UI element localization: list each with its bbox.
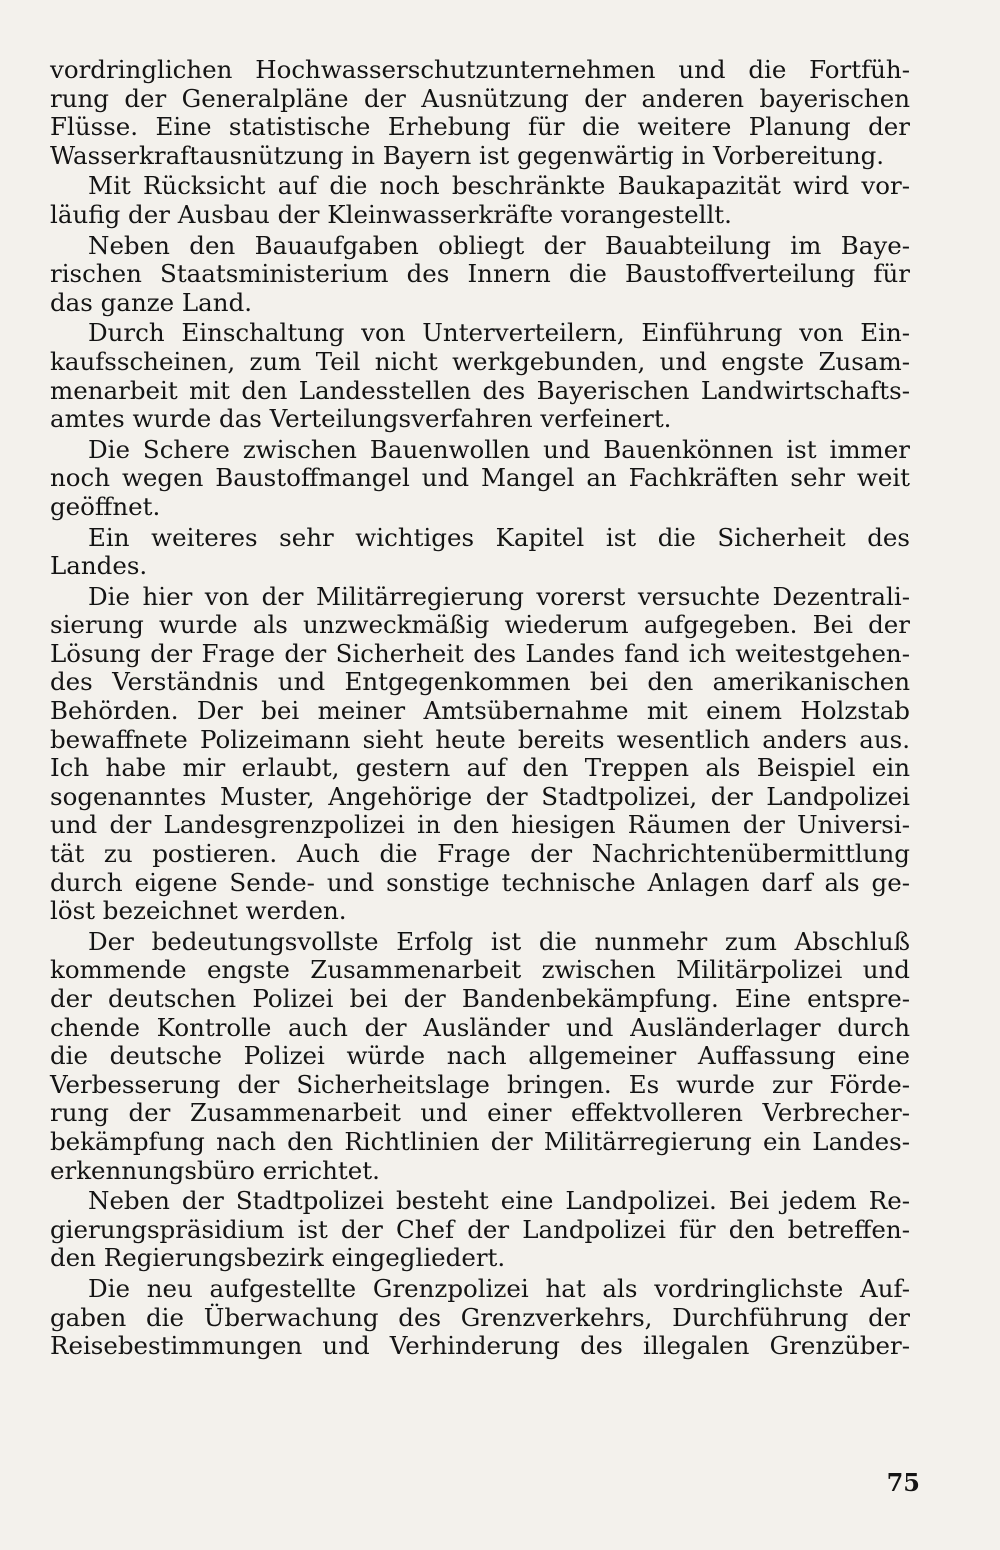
text-line: des Verständnis und Entgegenkommen bei den amerikanischen: [50, 667, 910, 697]
text-line: Reisebestimmungen und Verhinderung des illegalen Grenzüber-: [50, 1331, 910, 1361]
text-line: bewaffnete Polizeimann sieht heute bereits wesentlich anders aus.: [50, 724, 910, 754]
text-line: tät zu postieren. Auch die Frage der Nachrichtenübermittlung: [50, 839, 910, 869]
text-line: und der Landesgrenzpolizei in den hiesigen Räumen der Universi-: [50, 810, 910, 840]
paragraph: [50, 1187, 910, 1273]
text-line: Die Schere zwischen Bauenwollen und Bauenkönnen ist immer: [88, 434, 910, 464]
text-line: gierungspräsidium ist der Chef der Landpolizei für den betreffen-: [50, 1214, 910, 1244]
text-line: die deutsche Polizei würde nach allgemeiner Auffassung eine: [50, 1041, 910, 1071]
paragraph: [50, 1275, 910, 1361]
text-line: rung der Zusammenarbeit und einer effektvolleren Verbrecher-: [50, 1098, 910, 1128]
text-line: Behörden. Der bei meiner Amtsübernahme mit einem Holzstab: [50, 696, 910, 726]
text-line: amtes wurde das Verteilungsverfahren verfeinert.: [50, 404, 672, 434]
text-line: Verbesserung der Sicherheitslage bringen. Es wurde zur Förde-: [50, 1069, 910, 1099]
text-line: Mit Rücksicht auf die noch beschränkte Baukapazität wird vor-: [88, 171, 910, 201]
paragraph: [50, 928, 910, 1185]
text-line: gaben die Überwachung des Grenzverkehrs, Durchführung der: [50, 1302, 910, 1332]
paragraph: [50, 436, 910, 522]
text-line: geöffnet.: [50, 491, 161, 521]
text-line: Neben den Bauaufgaben obliegt der Bauabteilung im Baye-: [88, 230, 910, 260]
text-line: Neben der Stadtpolizei besteht eine Landpolizei. Bei jedem Re-: [88, 1186, 910, 1216]
paragraph: [50, 583, 910, 926]
text-line: durch eigene Sende- und sonstige technische Anlagen darf als ge-: [50, 867, 910, 897]
text-line: chende Kontrolle auch der Ausländer und Ausländerlager durch: [50, 1012, 910, 1042]
paragraph: [50, 319, 910, 433]
text-line: läufig der Ausbau der Kleinwasserkräfte vorangestellt.: [50, 199, 732, 229]
text-line: Lösung der Frage der Sicherheit des Landes fand ich weitestgehen-: [50, 638, 910, 668]
paragraph: [50, 524, 910, 581]
text-line: vordringlichen Hochwasserschutzunternehmen und die Fortfüh-: [50, 55, 910, 84]
text-line: noch wegen Baustoffmangel und Mangel an Fachkräften sehr weit: [50, 463, 910, 493]
paragraph: [50, 56, 910, 170]
text-line: Flüsse. Eine statistische Erhebung für die weitere Planung der: [50, 112, 910, 142]
text-line: kommende engste Zusammenarbeit zwischen Militärpolizei und: [50, 955, 910, 985]
text-line: kaufsscheinen, zum Teil nicht werkgebunden, und engste Zusam-: [50, 346, 910, 376]
text-line: sierung wurde als unzweckmäßig wiederum aufgegeben. Bei der: [50, 610, 910, 640]
text-line: löst bezeichnet werden.: [50, 896, 347, 926]
text-line: Die neu aufgestellte Grenzpolizei hat als vordringlichste Auf-: [88, 1273, 910, 1303]
text-line: sogenanntes Muster, Angehörige der Stadtpolizei, der Landpolizei: [50, 781, 910, 811]
paragraph: [50, 172, 910, 229]
text-line: menarbeit mit den Landesstellen des Bayerischen Landwirtschafts-: [50, 375, 910, 405]
text-line: das ganze Land.: [50, 287, 253, 317]
text-line: bekämpfung nach den Richtlinien der Militärregierung ein Landes-: [50, 1126, 910, 1156]
body-text: [50, 56, 910, 1363]
text-line: Ein weiteres sehr wichtiges Kapitel ist die Sicherheit des: [88, 522, 910, 552]
text-line: Der bedeutungsvollste Erfolg ist die nunmehr zum Abschluß: [88, 926, 910, 956]
text-line: den Regierungsbezirk eingegliedert.: [50, 1243, 506, 1273]
text-line: Die hier von der Militärregierung vorerst versuchte Dezentrali-: [88, 581, 910, 611]
text-line: rischen Staatsministerium des Innern die Baustoffverteilung für: [50, 259, 910, 289]
text-line: Wasserkraftausnützung in Bayern ist gegenwärtig in Vorbereitung.: [50, 140, 885, 170]
text-line: erkennungsbüro errichtet.: [50, 1155, 380, 1185]
text-line: rung der Generalpläne der Ausnützung der anderen bayerischen: [50, 83, 910, 113]
paragraph: [50, 232, 910, 318]
text-line: der deutschen Polizei bei der Bandenbekämpfung. Eine entspre-: [50, 984, 910, 1013]
text-line: Durch Einschaltung von Unterverteilern, Einführung von Ein-: [88, 318, 910, 348]
text-line: Landes.: [50, 551, 148, 581]
text-line: Ich habe mir erlaubt, gestern auf den Treppen als Beispiel ein: [50, 753, 910, 783]
page-number: 75: [886, 1468, 920, 1497]
